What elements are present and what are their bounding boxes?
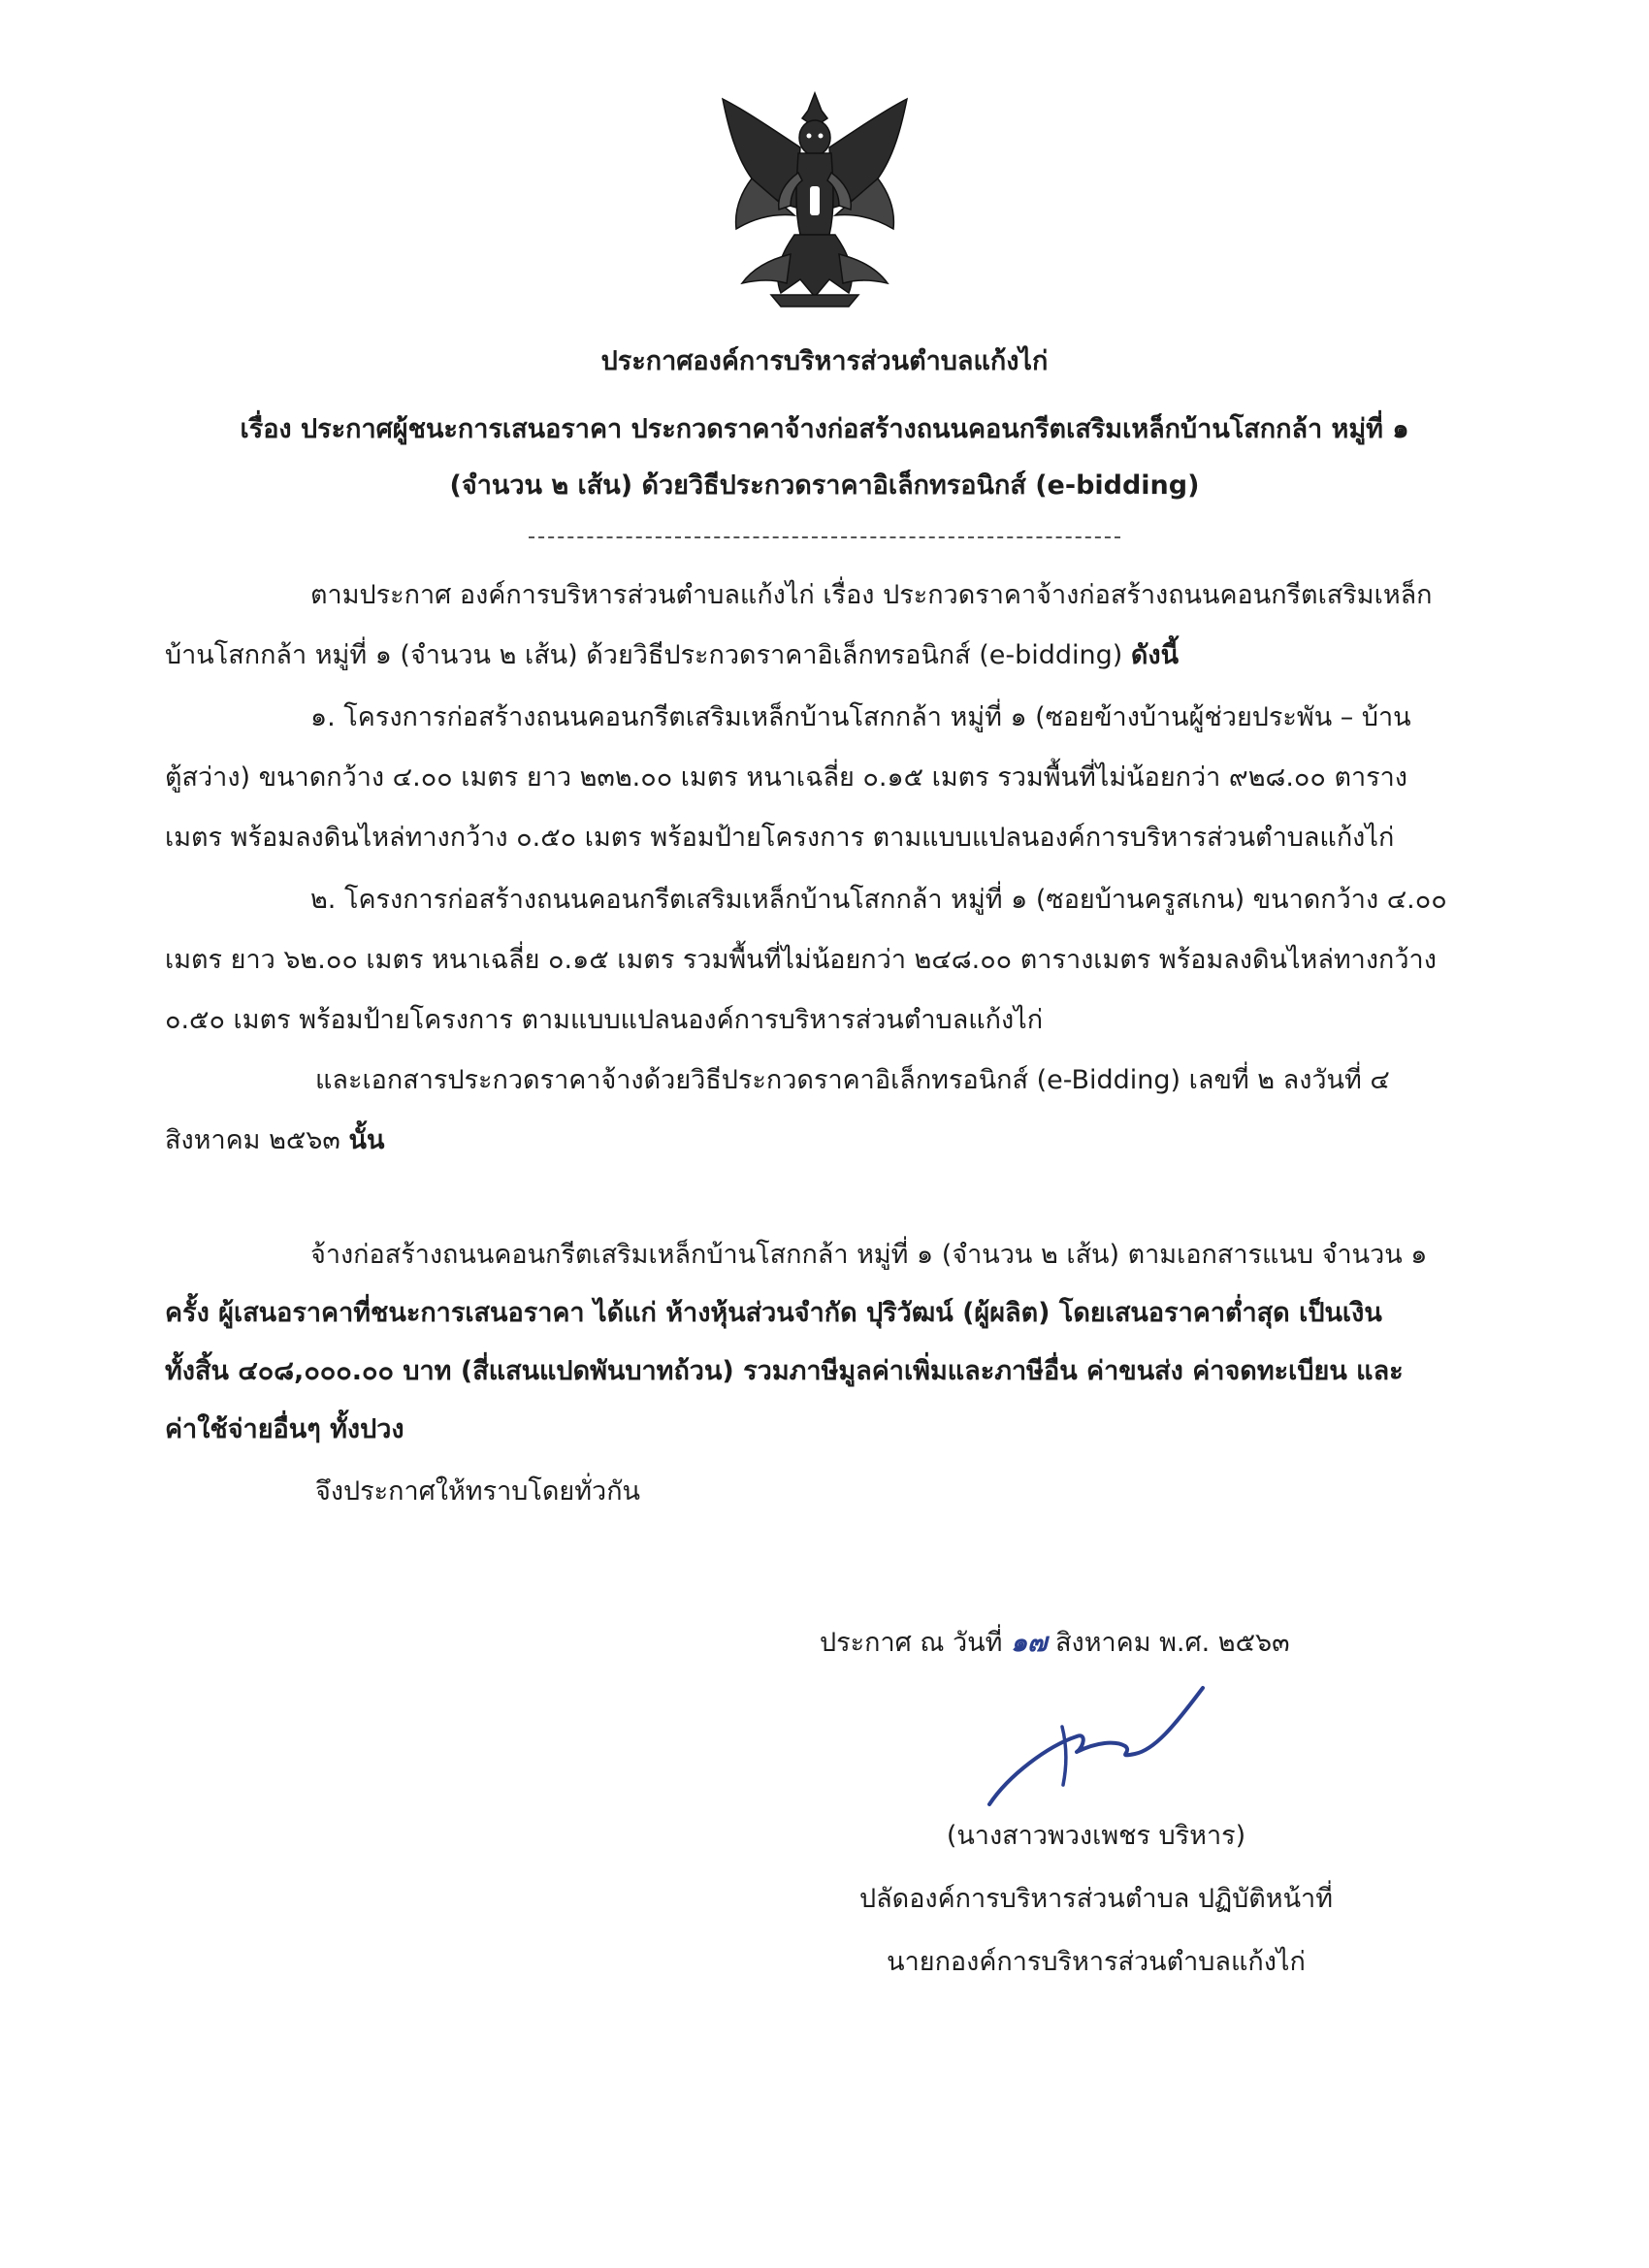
announcement-title: ประกาศองค์การบริหารส่วนตำบลแก้งไก่ [600,346,1049,376]
item1-line3: เมตร พร้อมลงดินไหล่ทางกว้าง ๐.๕๐ เมตร พร้อมป้ายโครงการ ตามแบบแปลนองค์การบริหารส่วนตำบลแก้งไก่ [165,823,1395,853]
signatory-name: (นางสาวพวงเพชร บริหาร) [946,1821,1246,1851]
date-suffix: สิงหาคม พ.ศ. ๒๕๖๓ [1055,1628,1290,1658]
announcement-subject-line2: (จำนวน ๒ เส้น) ด้วยวิธีประกวดราคาอิเล็กทรอนิกส์ (e-bidding) [449,470,1200,501]
doc-line1: และเอกสารประกวดราคาจ้างด้วยวิธีประกวดราคาอิเล็กทรอนิกส์ (e-Bidding) เลขที่ ๒ ลงวันที่ ๔ [315,1065,1390,1095]
award-line4: ค่าใช้จ่ายอื่นๆ ทั้งปวง [165,1414,404,1444]
item1-line1: ๑. โครงการก่อสร้างถนนคอนกรีตเสริมเหล็กบ้านโสกกล้า หมู่ที่ ๑ (ซอยข้างบ้านผู้ช่วยประพัน – บ้าน [310,702,1411,732]
date-prefix: ประกาศ ณ วันที่ [820,1628,1003,1658]
award-line3: ทั้งสิ้น ๔๐๘,๐๐๐.๐๐ บาท (สี่แสนแปดพันบาทถ้วน) รวมภาษีมูลค่าเพิ่มและภาษีอื่น ค่าขนส่ง ค่าจดทะเบียน และ [165,1356,1404,1386]
doc-line2-bold: นั้น [348,1125,385,1155]
intro-line2-text: บ้านโสกกล้า หมู่ที่ ๑ (จำนวน ๒ เส้น) ด้วยวิธีประกวดราคาอิเล็กทรอนิกส์ (e-bidding) [165,640,1123,670]
signatory-position-line1: ปลัดองค์การบริหารส่วนตำบล ปฏิบัติหน้าที่ [858,1884,1333,1914]
intro-line2-bold: ดังนี้ [1130,640,1180,670]
item1-line2: ตู้สว่าง) ขนาดกว้าง ๔.๐๐ เมตร ยาว ๒๓๒.๐๐ เมตร หนาเฉลี่ย ๐.๑๕ เมตร รวมพื้นที่ไม่น้อยกว่า ๙๒๘.๐๐ ตาราง [165,762,1407,793]
doc-line2 [165,1127,384,1153]
doc-line2-text: สิงหาคม ๒๕๖๓ [165,1125,340,1155]
intro-line2 [165,642,1179,668]
intro-line1: ตามประกาศ องค์การบริหารส่วนตำบลแก้งไก่ เรื่อง ประกวดราคาจ้างก่อสร้างถนนคอนกรีตเสริมเหล็ก [310,580,1433,610]
closing-statement: จึงประกาศให้ทราบโดยทั่วกัน [315,1476,640,1507]
announcement-subject-line1: เรื่อง ประกาศผู้ชนะการเสนอราคา ประกวดราคาจ้างก่อสร้างถนนคอนกรีตเสริมเหล็กบ้านโสกกล้า หมู่ที่ ๑ [240,414,1409,444]
garuda-emblem-icon [713,89,917,310]
signatory-position-line2: นายกองค์การบริหารส่วนตำบลแก้งไก่ [887,1947,1306,1977]
award-line1: จ้างก่อสร้างถนนคอนกรีตเสริมเหล็กบ้านโสกกล้า หมู่ที่ ๑ (จำนวน ๒ เส้น) ตามเอกสารแนบ จำนวน ๑ [310,1240,1428,1270]
date-day-handwritten: ๑๗ [1011,1628,1048,1658]
announcement-date [820,1630,1290,1656]
item2-line1: ๒. โครงการก่อสร้างถนนคอนกรีตเสริมเหล็กบ้านโสกกล้า หมู่ที่ ๑ (ซอยบ้านครูสเกน) ขนาดกว้าง ๔.๐๐ [310,885,1447,915]
item2-line3: ๐.๕๐ เมตร พร้อมป้ายโครงการ ตามแบบแปลนองค์การบริหารส่วนตำบลแก้งไก่ [165,1005,1044,1035]
award-line2: ครั้ง ผู้เสนอราคาที่ชนะการเสนอราคา ได้แก่ ห้างหุ้นส่วนจำกัด ปุริวัฒน์ (ผู้ผลิต) โดยเสนอราคาต่ำสุด เป็นเงิน [165,1298,1382,1328]
title-divider [529,536,1120,538]
item2-line2: เมตร ยาว ๖๒.๐๐ เมตร หนาเฉลี่ย ๐.๑๕ เมตร รวมพื้นที่ไม่น้อยกว่า ๒๔๘.๐๐ ตารางเมตร พร้อมลงดินไหล่ทางกว้าง [165,945,1437,975]
signature-scribble-icon [970,1669,1232,1814]
